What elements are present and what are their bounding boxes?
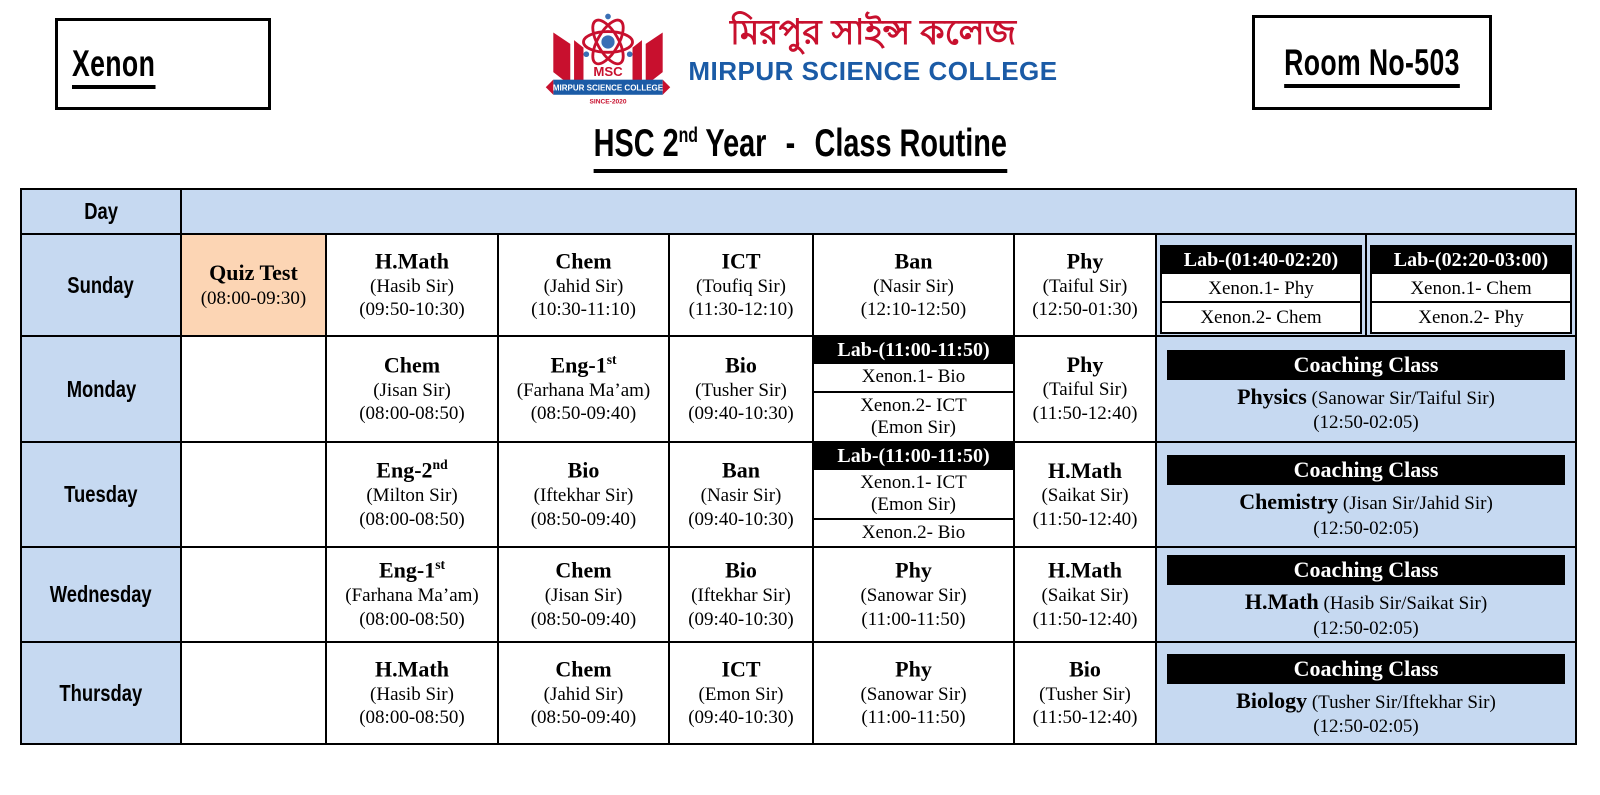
lab-subtable — [814, 337, 1013, 441]
time-label: (09:50-10:30) — [359, 299, 465, 321]
header-blank-band — [181, 189, 1576, 234]
time-label: (08:00-08:50) — [359, 403, 465, 425]
day-cell-monday — [21, 336, 181, 442]
coaching-cell — [1156, 442, 1576, 547]
time-label: (08:00-08:50) — [359, 508, 465, 530]
empty-cell — [181, 442, 326, 547]
coaching-time: (12:50-02:05) — [1313, 517, 1419, 539]
class-cell — [326, 336, 498, 442]
coaching-bar: Coaching Class — [1167, 654, 1565, 684]
time-label: (09:40-10:30) — [688, 403, 794, 425]
coaching-subject-line: Chemistry (Jisan Sir/Jahid Sir) — [1239, 489, 1493, 515]
quiz-time: (08:00-09:30) — [200, 288, 307, 310]
time-label: (08:00-08:50) — [359, 707, 465, 729]
subject-label: Bio — [567, 457, 600, 483]
class-cell — [669, 547, 813, 642]
subject-label: Phy — [1066, 352, 1104, 378]
time-label: (08:50-09:40) — [530, 707, 637, 729]
day-cell-tuesday — [21, 442, 181, 547]
teacher-label: (Jahid Sir) — [543, 275, 624, 297]
lab-header-bar: Lab-(02:20-03:00) — [1372, 247, 1570, 274]
teacher-label: (Taiful Sir) — [1042, 379, 1128, 401]
row-monday — [21, 336, 1576, 442]
title-sup: nd — [678, 123, 698, 147]
teacher-label: (Farhana Ma’am) — [516, 379, 651, 401]
lab-header-bar: Lab-(11:00-11:50) — [814, 443, 1013, 470]
row-sunday — [21, 234, 1576, 336]
class-cell — [326, 642, 498, 744]
coaching-bar: Coaching Class — [1167, 350, 1565, 380]
lab-cell — [813, 336, 1014, 442]
time-label: (09:40-10:30) — [688, 707, 794, 729]
subject-label: Phy — [895, 656, 932, 682]
college-name-block — [688, 6, 1057, 87]
subject-label: Chem — [555, 557, 612, 583]
class-cell — [1014, 547, 1156, 642]
title-year: Year — [705, 122, 767, 165]
teacher-label: (Sanowar Sir) — [860, 683, 967, 705]
class-cell — [498, 547, 669, 642]
title-hsc: HSC 2 — [593, 122, 679, 165]
teacher-label: (Jahid Sir) — [543, 683, 624, 705]
subject-label: Chem — [383, 352, 441, 378]
lab-slot: Xenon.2- Phy — [1372, 303, 1570, 332]
subject-label: ICT — [721, 248, 761, 274]
empty-cell — [181, 642, 326, 744]
teacher-label: (Iftekhar Sir) — [691, 585, 791, 607]
table-header-row — [21, 189, 1576, 234]
class-cell — [498, 642, 669, 744]
class-cell — [498, 442, 669, 547]
subject-label: H.Math — [375, 656, 449, 682]
row-thursday — [21, 642, 1576, 744]
lab-cell — [813, 442, 1014, 547]
subject-label: Eng-2nd — [376, 457, 448, 483]
lab-slot: Xenon.1- Bio — [814, 364, 1013, 393]
time-label: (08:50-09:40) — [530, 608, 637, 630]
class-cell — [1014, 336, 1156, 442]
class-cell — [669, 336, 813, 442]
time-label: (11:00-11:50) — [861, 707, 966, 729]
title-dash: - — [785, 122, 795, 165]
lab-header-bar: Lab-(01:40-02:20) — [1162, 247, 1360, 274]
subject-label: Chem — [555, 248, 612, 274]
logo-since-text: SINCE-2020 — [589, 98, 627, 106]
teacher-label: (Nasir Sir) — [700, 485, 782, 507]
time-label: (08:50-09:40) — [530, 508, 637, 530]
class-cell — [813, 642, 1014, 744]
routine-title-row — [0, 122, 1600, 180]
coaching-subject-line: Biology (Tusher Sir/Iftekhar Sir) — [1236, 687, 1496, 713]
class-cell — [1014, 234, 1156, 336]
empty-cell — [181, 336, 326, 442]
day-cell-sunday — [21, 234, 181, 336]
coaching-cell — [1156, 642, 1576, 744]
class-cell — [669, 642, 813, 744]
time-label: (11:50-12:40) — [1032, 403, 1138, 425]
class-cell — [498, 234, 669, 336]
time-label: (09:40-10:30) — [688, 508, 794, 530]
day-label: Thursday — [59, 679, 143, 706]
class-cell — [1014, 642, 1156, 744]
subject-label: Chem — [555, 656, 612, 682]
quiz-title: Quiz Test — [209, 259, 298, 285]
subject-label: Eng-1st — [550, 351, 617, 378]
coaching-subject-line: Physics (Sanowar Sir/Taiful Sir) — [1237, 383, 1495, 409]
subject-label: H.Math — [1048, 557, 1122, 583]
class-cell — [813, 547, 1014, 642]
title-class-routine: Class Routine — [814, 122, 1007, 165]
class-cell — [669, 442, 813, 547]
teacher-label: (Hasib Sir) — [370, 275, 454, 297]
teacher-label: (Emon Sir) — [698, 683, 784, 705]
teacher-label: (Nasir Sir) — [873, 275, 954, 297]
class-cell — [669, 234, 813, 336]
sunday-lab-cell-2 — [1366, 234, 1576, 336]
time-label: (12:50-01:30) — [1032, 299, 1138, 321]
day-label: Wednesday — [50, 581, 152, 607]
time-label: (11:50-12:40) — [1032, 608, 1138, 630]
empty-cell — [181, 547, 326, 642]
subject-label: H.Math — [375, 248, 449, 274]
room-number-label: Room No-503 — [1284, 42, 1460, 84]
time-label: (08:50-09:40) — [530, 403, 637, 425]
time-label: (12:10-12:50) — [860, 299, 967, 321]
time-label: (08:00-08:50) — [359, 608, 465, 630]
coaching-bar: Coaching Class — [1167, 455, 1565, 485]
lab-slot: Xenon.1- Chem — [1372, 274, 1570, 303]
class-cell — [326, 547, 498, 642]
teacher-label: (Sanowar Sir) — [860, 585, 967, 607]
time-label: (09:40-10:30) — [688, 608, 794, 630]
teacher-label: (Tusher Sir) — [1039, 683, 1131, 705]
college-name-bangla: মিরপুর সাইন্স কলেজ — [729, 13, 1017, 52]
logo-ribbon-text: MIRPUR SCIENCE COLLEGE — [553, 83, 664, 93]
batch-name-label: Xenon — [72, 43, 155, 85]
lab-slot: Xenon.2- Chem — [1162, 303, 1360, 332]
subject-label: Phy — [1066, 248, 1104, 274]
row-wednesday — [21, 547, 1576, 642]
teacher-label: (Saikat Sir) — [1041, 585, 1129, 607]
teacher-label: (Taiful Sir) — [1042, 275, 1128, 297]
subject-label: Eng-1st — [378, 557, 446, 583]
time-label: (11:30-12:10) — [688, 299, 794, 321]
class-routine-table — [20, 188, 1577, 745]
quiz-test-cell — [181, 234, 326, 336]
day-cell-wednesday — [21, 547, 181, 642]
day-label: Monday — [66, 375, 136, 402]
lab-slot: Xenon.1- Phy — [1162, 274, 1360, 303]
sunday-lab-cell-1 — [1156, 234, 1366, 336]
subject-label: Bio — [725, 557, 757, 583]
class-cell — [813, 234, 1014, 336]
day-header-label: Day — [84, 198, 118, 224]
teacher-label: (Farhana Ma’am) — [345, 585, 479, 607]
coaching-time: (12:50-02:05) — [1313, 716, 1419, 738]
subject-label: Phy — [895, 557, 932, 583]
coaching-time: (12:50-02:05) — [1313, 412, 1419, 434]
teacher-label: (Milton Sir) — [366, 485, 458, 507]
subject-label: Ban — [894, 248, 933, 274]
class-cell — [326, 442, 498, 547]
subject-label: Bio — [1069, 656, 1101, 682]
subject-label: ICT — [721, 656, 761, 682]
subject-label: Bio — [725, 352, 757, 378]
class-cell — [1014, 442, 1156, 547]
coaching-cell — [1156, 547, 1576, 642]
coaching-time: (12:50-02:05) — [1313, 617, 1419, 639]
teacher-label: (Jisan Sir) — [373, 379, 451, 401]
day-label: Sunday — [67, 271, 135, 298]
college-logo-icon — [542, 6, 674, 110]
coaching-subject-line: H.Math (Hasib Sir/Saikat Sir) — [1244, 589, 1488, 615]
day-header-cell — [21, 189, 181, 234]
lab-subtable — [1160, 245, 1362, 334]
teacher-label: (Tusher Sir) — [695, 379, 787, 401]
time-label: (11:50-12:40) — [1032, 508, 1138, 530]
teacher-label: (Iftekhar Sir) — [533, 485, 634, 507]
row-tuesday — [21, 442, 1576, 547]
subject-label: H.Math — [1048, 457, 1122, 483]
coaching-bar: Coaching Class — [1167, 555, 1565, 585]
page-header — [0, 0, 1600, 120]
lab-slot: Xenon.1- ICT (Emon Sir) — [814, 470, 1013, 520]
logo-msc-text: MSC — [593, 63, 624, 79]
teacher-label: (Toufiq Sir) — [696, 275, 786, 297]
teacher-label: (Hasib Sir) — [370, 683, 454, 705]
lab-subtable — [1370, 245, 1572, 334]
time-label: (11:50-12:40) — [1032, 707, 1138, 729]
lab-slot: Xenon.2- ICT (Emon Sir) — [814, 393, 1013, 441]
coaching-cell — [1156, 336, 1576, 442]
time-label: (10:30-11:10) — [531, 299, 636, 321]
day-label: Tuesday — [64, 481, 138, 507]
subject-label: Ban — [722, 457, 760, 483]
class-cell — [498, 336, 669, 442]
day-cell-thursday — [21, 642, 181, 744]
class-cell — [326, 234, 498, 336]
room-number-box — [1252, 15, 1492, 110]
lab-header-bar: Lab-(11:00-11:50) — [814, 337, 1013, 364]
lab-slot: Xenon.2- Bio — [814, 520, 1013, 546]
lab-subtable — [814, 443, 1013, 546]
page-title — [593, 122, 1006, 173]
teacher-label: (Saikat Sir) — [1041, 484, 1129, 506]
teacher-label: (Jisan Sir) — [544, 585, 623, 607]
time-label: (11:00-11:50) — [861, 608, 966, 630]
college-name-english: MIRPUR SCIENCE COLLEGE — [688, 55, 1058, 86]
